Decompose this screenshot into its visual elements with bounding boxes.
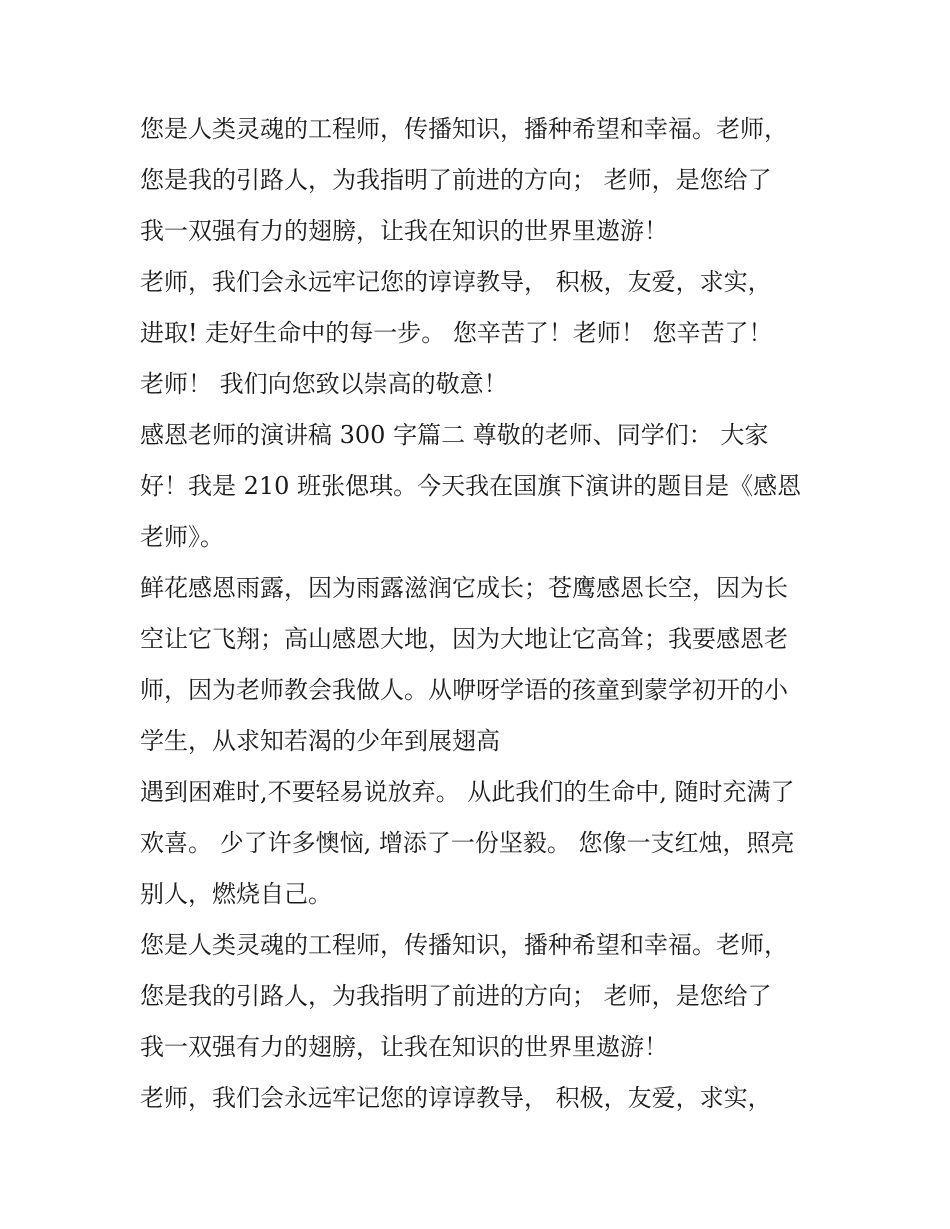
- text-line: 老师，我们会永远牢记您的谆谆教导， 积极，友爱，求实，: [140, 268, 772, 296]
- text-line: 您是我的引路人，为我指明了前进的方向； 老师，是您给了: [140, 982, 772, 1010]
- text-line: 老师，我们会永远牢记您的谆谆教导， 积极，友爱，求实，: [140, 1084, 772, 1112]
- text-line: 您是人类灵魂的工程师，传播知识，播种希望和幸福。老师，: [140, 115, 788, 143]
- text-line: 感恩老师的演讲稿 300 字篇二 尊敬的老师、同学们： 大家: [140, 421, 769, 449]
- text-line: 别人，燃烧自己。: [140, 880, 332, 908]
- text-line: 空让它飞翔；高山感恩大地，因为大地让它高耸；我要感恩老: [140, 625, 788, 653]
- text-line: 老师》。: [140, 523, 224, 551]
- text-line: 我一双强有力的翅膀，让我在知识的世界里遨游！: [140, 1033, 668, 1061]
- text-line: 鲜花感恩雨露，因为雨露滋润它成长；苍鹰感恩长空，因为长: [140, 574, 788, 602]
- text-line: 遇到困难时,不要轻易说放弃。 从此我们的生命中, 随时充满了: [140, 778, 795, 806]
- text-line: 您是我的引路人，为我指明了前进的方向； 老师，是您给了: [140, 166, 772, 194]
- text-line: 师，因为老师教会我做人。从咿呀学语的孩童到蒙学初开的小: [140, 676, 788, 704]
- text-line: 您是人类灵魂的工程师，传播知识，播种希望和幸福。老师，: [140, 931, 788, 959]
- text-line: 我一双强有力的翅膀，让我在知识的世界里遨游！: [140, 217, 668, 245]
- document-body: [140, 104, 830, 1124]
- text-line: 好！我是 210 班张偲琪。今天我在国旗下演讲的题目是《感恩: [140, 472, 802, 500]
- text-line: 老师！ 我们向您致以崇高的敬意！: [140, 370, 508, 398]
- text-line: 欢喜。 少了许多懊恼, 增添了一份坚毅。 您像一支红烛，照亮: [140, 829, 795, 857]
- text-line: 学生，从求知若渴的少年到展翅高: [140, 727, 500, 755]
- text-line: 进取! 走好生命中的每一步。 您辛苦了！老师！ 您辛苦了！: [140, 319, 773, 347]
